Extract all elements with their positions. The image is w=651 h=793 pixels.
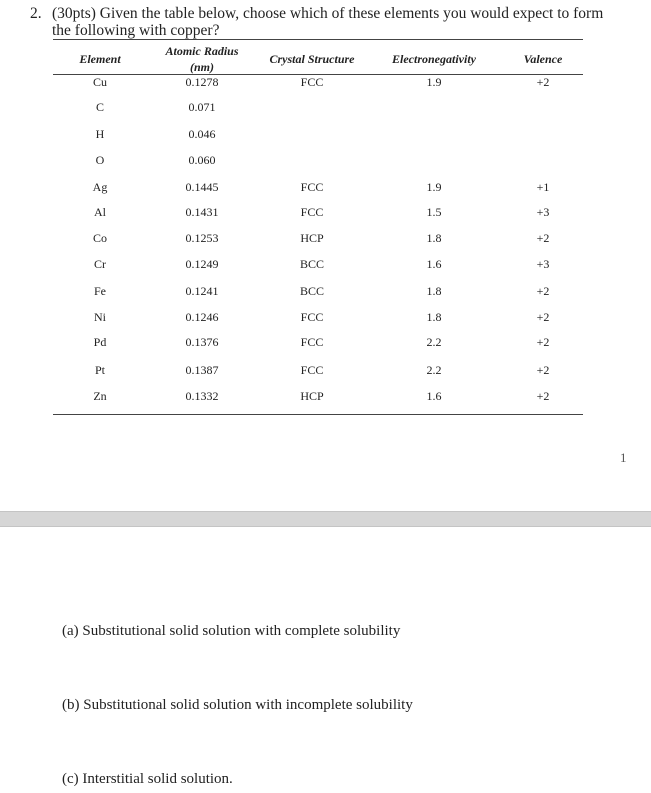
cell-atomic-radius: 0.1376 bbox=[185, 335, 219, 349]
table-bottom-rule bbox=[53, 414, 583, 415]
question-number: 2. bbox=[30, 5, 42, 22]
cell-atomic-radius: 0.1249 bbox=[185, 257, 219, 271]
header-valence: Valence bbox=[523, 52, 563, 66]
cell-valence: +2 bbox=[536, 231, 550, 245]
cell-electronegativity: 1.8 bbox=[426, 284, 442, 298]
cell-element: Pd bbox=[93, 335, 107, 349]
cell-valence: +2 bbox=[536, 75, 550, 89]
cell-valence: +2 bbox=[536, 310, 550, 324]
cell-crystal-structure: HCP bbox=[300, 231, 324, 245]
document-page-2 bbox=[0, 527, 651, 793]
cell-atomic-radius: 0.046 bbox=[188, 127, 216, 141]
cell-element: O bbox=[95, 153, 105, 167]
header-atomic-radius-unit: (nm) bbox=[190, 60, 214, 74]
page-break bbox=[0, 511, 651, 527]
header-element: Element bbox=[79, 52, 121, 66]
cell-valence: +2 bbox=[536, 389, 550, 403]
cell-crystal-structure: FCC bbox=[300, 205, 324, 219]
cell-crystal-structure: BCC bbox=[299, 257, 324, 271]
cell-electronegativity: 1.9 bbox=[426, 75, 442, 89]
cell-element: Ni bbox=[94, 310, 106, 324]
cell-electronegativity: 1.6 bbox=[426, 257, 442, 271]
question-text-line-2: the following with copper? bbox=[52, 22, 220, 39]
question-text-line-1: (30pts) Given the table below, choose which of these elements you would expect to form bbox=[52, 5, 604, 22]
cell-electronegativity: 1.8 bbox=[426, 231, 442, 245]
header-electronegativity: Electronegativity bbox=[392, 52, 476, 66]
page-number: 1 bbox=[620, 450, 627, 465]
cell-atomic-radius: 0.1332 bbox=[185, 389, 219, 403]
cell-crystal-structure: BCC bbox=[299, 284, 324, 298]
cell-atomic-radius: 0.1278 bbox=[185, 75, 219, 89]
cell-element: Zn bbox=[93, 389, 107, 403]
cell-atomic-radius: 0.1431 bbox=[185, 205, 219, 219]
cell-atomic-radius: 0.060 bbox=[188, 153, 216, 167]
cell-element: Ag bbox=[92, 180, 108, 194]
cell-crystal-structure: FCC bbox=[300, 363, 324, 377]
cell-element: Co bbox=[92, 231, 107, 245]
cell-element: Al bbox=[94, 205, 106, 219]
cell-electronegativity: 1.9 bbox=[426, 180, 442, 194]
cell-valence: +2 bbox=[536, 335, 550, 349]
cell-element: Cr bbox=[94, 257, 106, 271]
cell-atomic-radius: 0.1387 bbox=[185, 363, 219, 377]
cell-electronegativity: 2.2 bbox=[426, 363, 442, 377]
cell-electronegativity: 1.8 bbox=[426, 310, 442, 324]
cell-valence: +3 bbox=[536, 257, 550, 271]
cell-element: H bbox=[95, 127, 105, 141]
cell-electronegativity: 2.2 bbox=[426, 335, 442, 349]
cell-element: Pt bbox=[94, 363, 105, 377]
cell-crystal-structure: HCP bbox=[300, 389, 324, 403]
header-crystal-structure: Crystal Structure bbox=[269, 52, 355, 66]
cell-valence: +3 bbox=[536, 205, 550, 219]
cell-element: C bbox=[95, 100, 104, 114]
cell-element: Fe bbox=[94, 284, 106, 298]
cell-crystal-structure: FCC bbox=[300, 310, 324, 324]
part-c: (c) Interstitial solid solution. bbox=[62, 771, 233, 787]
cell-valence: +1 bbox=[536, 180, 550, 194]
cell-atomic-radius: 0.1246 bbox=[185, 310, 219, 324]
cell-element: Cu bbox=[92, 75, 107, 89]
part-a: (a) Substitutional solid solution with complete solubility bbox=[62, 623, 401, 639]
cell-valence: +2 bbox=[536, 284, 550, 298]
cell-crystal-structure: FCC bbox=[300, 180, 324, 194]
cell-atomic-radius: 0.1253 bbox=[185, 231, 219, 245]
cell-electronegativity: 1.6 bbox=[426, 389, 442, 403]
cell-valence: +2 bbox=[536, 363, 550, 377]
cell-atomic-radius: 0.071 bbox=[188, 100, 216, 114]
cell-atomic-radius: 0.1241 bbox=[185, 284, 219, 298]
cell-atomic-radius: 0.1445 bbox=[185, 180, 219, 194]
cell-crystal-structure: FCC bbox=[300, 75, 324, 89]
table-top-rule bbox=[53, 39, 583, 40]
cell-crystal-structure: FCC bbox=[300, 335, 324, 349]
header-atomic-radius: Atomic Radius bbox=[165, 44, 239, 58]
cell-electronegativity: 1.5 bbox=[426, 205, 442, 219]
part-b: (b) Substitutional solid solution with incomplete solubility bbox=[62, 697, 413, 713]
